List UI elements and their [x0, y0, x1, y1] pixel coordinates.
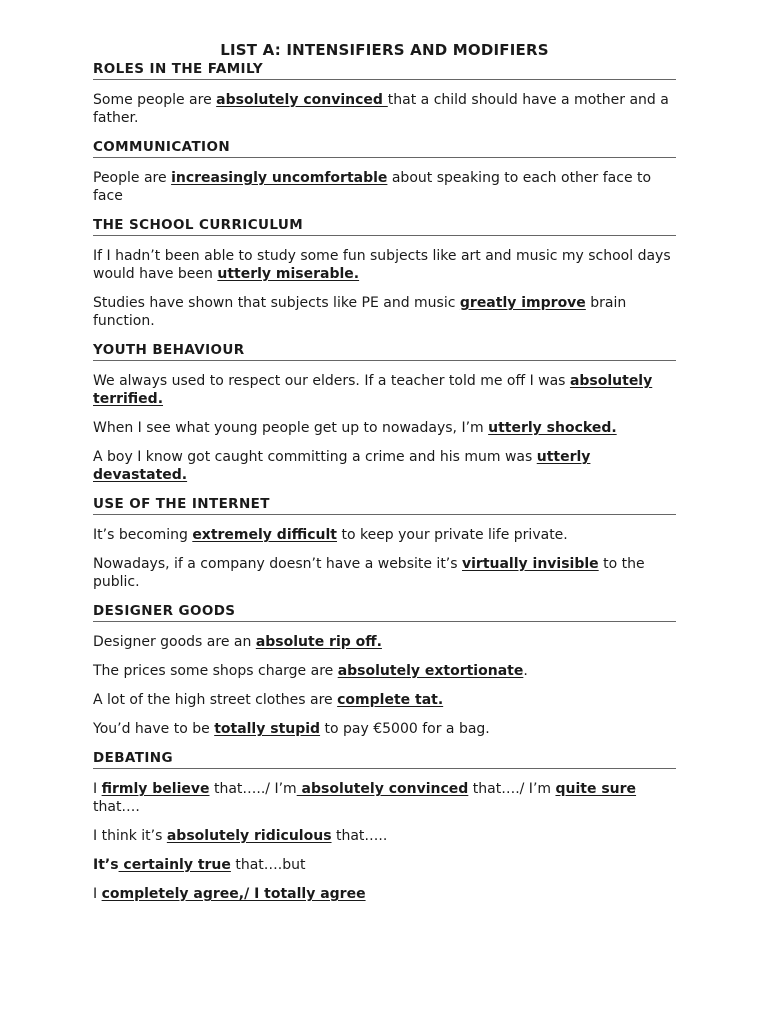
bold-text: It’s	[93, 857, 119, 873]
section	[93, 341, 676, 484]
sentence-text: to pay €5000 for a bag.	[320, 721, 490, 737]
sentence-text: Some people are	[93, 92, 217, 108]
section	[93, 602, 676, 738]
example-sentence	[93, 91, 676, 127]
intensifier-phrase: absolutely convinced	[216, 92, 388, 108]
example-sentence	[93, 827, 676, 845]
intensifier-phrase: utterly devastated.	[93, 449, 591, 483]
sections-container	[93, 60, 676, 903]
sentence-text: If I hadn’t been able to study some fun subjects like art and music my school days would have been	[93, 248, 671, 282]
sentence-text: that….	[93, 799, 140, 815]
example-sentence	[93, 247, 676, 283]
sentence-text: I think it’s	[93, 828, 167, 844]
intensifier-phrase: virtually invisible	[462, 556, 599, 572]
sentence-text: A boy I know got caught committing a crime and his mum was	[93, 449, 537, 465]
example-sentence	[93, 780, 676, 816]
intensifier-phrase: extremely difficult	[192, 527, 338, 543]
section-heading: COMMUNICATION	[93, 138, 676, 158]
section	[93, 138, 676, 205]
intensifier-phrase: absolutely terrified.	[93, 373, 653, 407]
section-heading: ROLES IN THE FAMILY	[93, 60, 676, 80]
example-sentence	[93, 372, 676, 408]
intensifier-phrase: utterly miserable.	[217, 266, 360, 282]
intensifier-phrase: quite sure	[555, 781, 637, 797]
intensifier-phrase: firmly believe	[101, 781, 210, 797]
example-sentence	[93, 720, 676, 738]
example-sentence	[93, 885, 676, 903]
section	[93, 495, 676, 591]
intensifier-phrase: greatly improve	[459, 295, 586, 311]
intensifier-phrase: totally stupid	[214, 721, 321, 737]
sentence-text: .	[523, 663, 528, 679]
example-sentence	[93, 662, 676, 680]
document-page	[93, 40, 676, 914]
intensifier-phrase: absolute rip off.	[255, 634, 382, 650]
document-title: LIST A: INTENSIFIERS AND MODIFIERS	[220, 41, 549, 59]
example-sentence	[93, 169, 676, 205]
section-heading: USE OF THE INTERNET	[93, 495, 676, 515]
sentence-text: that…./ I’m	[468, 781, 556, 797]
sentence-text: that a child should have a mother and a father.	[93, 92, 669, 126]
section	[93, 216, 676, 330]
example-sentence	[93, 856, 676, 874]
example-sentence	[93, 294, 676, 330]
example-sentence	[93, 419, 676, 437]
sentence-text: A lot of the high street clothes are	[93, 692, 338, 708]
section-heading: YOUTH BEHAVIOUR	[93, 341, 676, 361]
example-sentence	[93, 448, 676, 484]
sentence-text: I	[93, 886, 102, 902]
intensifier-phrase: utterly shocked.	[488, 420, 617, 436]
sentence-text: Studies have shown that subjects like PE and music	[93, 295, 460, 311]
intensifier-phrase: completely agree,/ I totally agree	[101, 886, 366, 902]
example-sentence	[93, 691, 676, 709]
intensifier-phrase: absolutely ridiculous	[166, 828, 332, 844]
sentence-text: that…../ I’m	[209, 781, 297, 797]
sentence-text: We always used to respect our elders. If a teacher told me off I was	[93, 373, 570, 389]
sentence-text: Designer goods are an	[93, 634, 256, 650]
section	[93, 749, 676, 903]
section-heading: THE SCHOOL CURRICULUM	[93, 216, 676, 236]
intensifier-phrase: certainly true	[118, 857, 231, 873]
section	[93, 60, 676, 127]
sentence-text: to the public.	[93, 556, 645, 590]
sentence-text: about speaking to each other face to face	[93, 170, 652, 204]
sentence-text: I	[93, 781, 102, 797]
sentence-text: that….but	[230, 857, 306, 873]
sentence-text: Nowadays, if a company doesn’t have a website it’s	[93, 556, 462, 572]
example-sentence	[93, 526, 676, 544]
sentence-text: brain function.	[93, 295, 627, 329]
intensifier-phrase: complete tat.	[337, 692, 444, 708]
example-sentence	[93, 633, 676, 651]
intensifier-phrase: increasingly uncomfortable	[171, 170, 388, 186]
sentence-text: When I see what young people get up to nowadays, I’m	[93, 420, 489, 436]
section-heading: DESIGNER GOODS	[93, 602, 676, 622]
example-sentence	[93, 555, 676, 591]
sentence-text: that…..	[331, 828, 388, 844]
sentence-text: People are	[93, 170, 172, 186]
sentence-text: You’d have to be	[93, 721, 215, 737]
intensifier-phrase: absolutely extortionate	[337, 663, 524, 679]
section-heading: DEBATING	[93, 749, 676, 769]
intensifier-phrase: absolutely convinced	[296, 781, 469, 797]
sentence-text: to keep your private life private.	[337, 527, 568, 543]
sentence-text: It’s becoming	[93, 527, 193, 543]
sentence-text: The prices some shops charge are	[93, 663, 338, 679]
